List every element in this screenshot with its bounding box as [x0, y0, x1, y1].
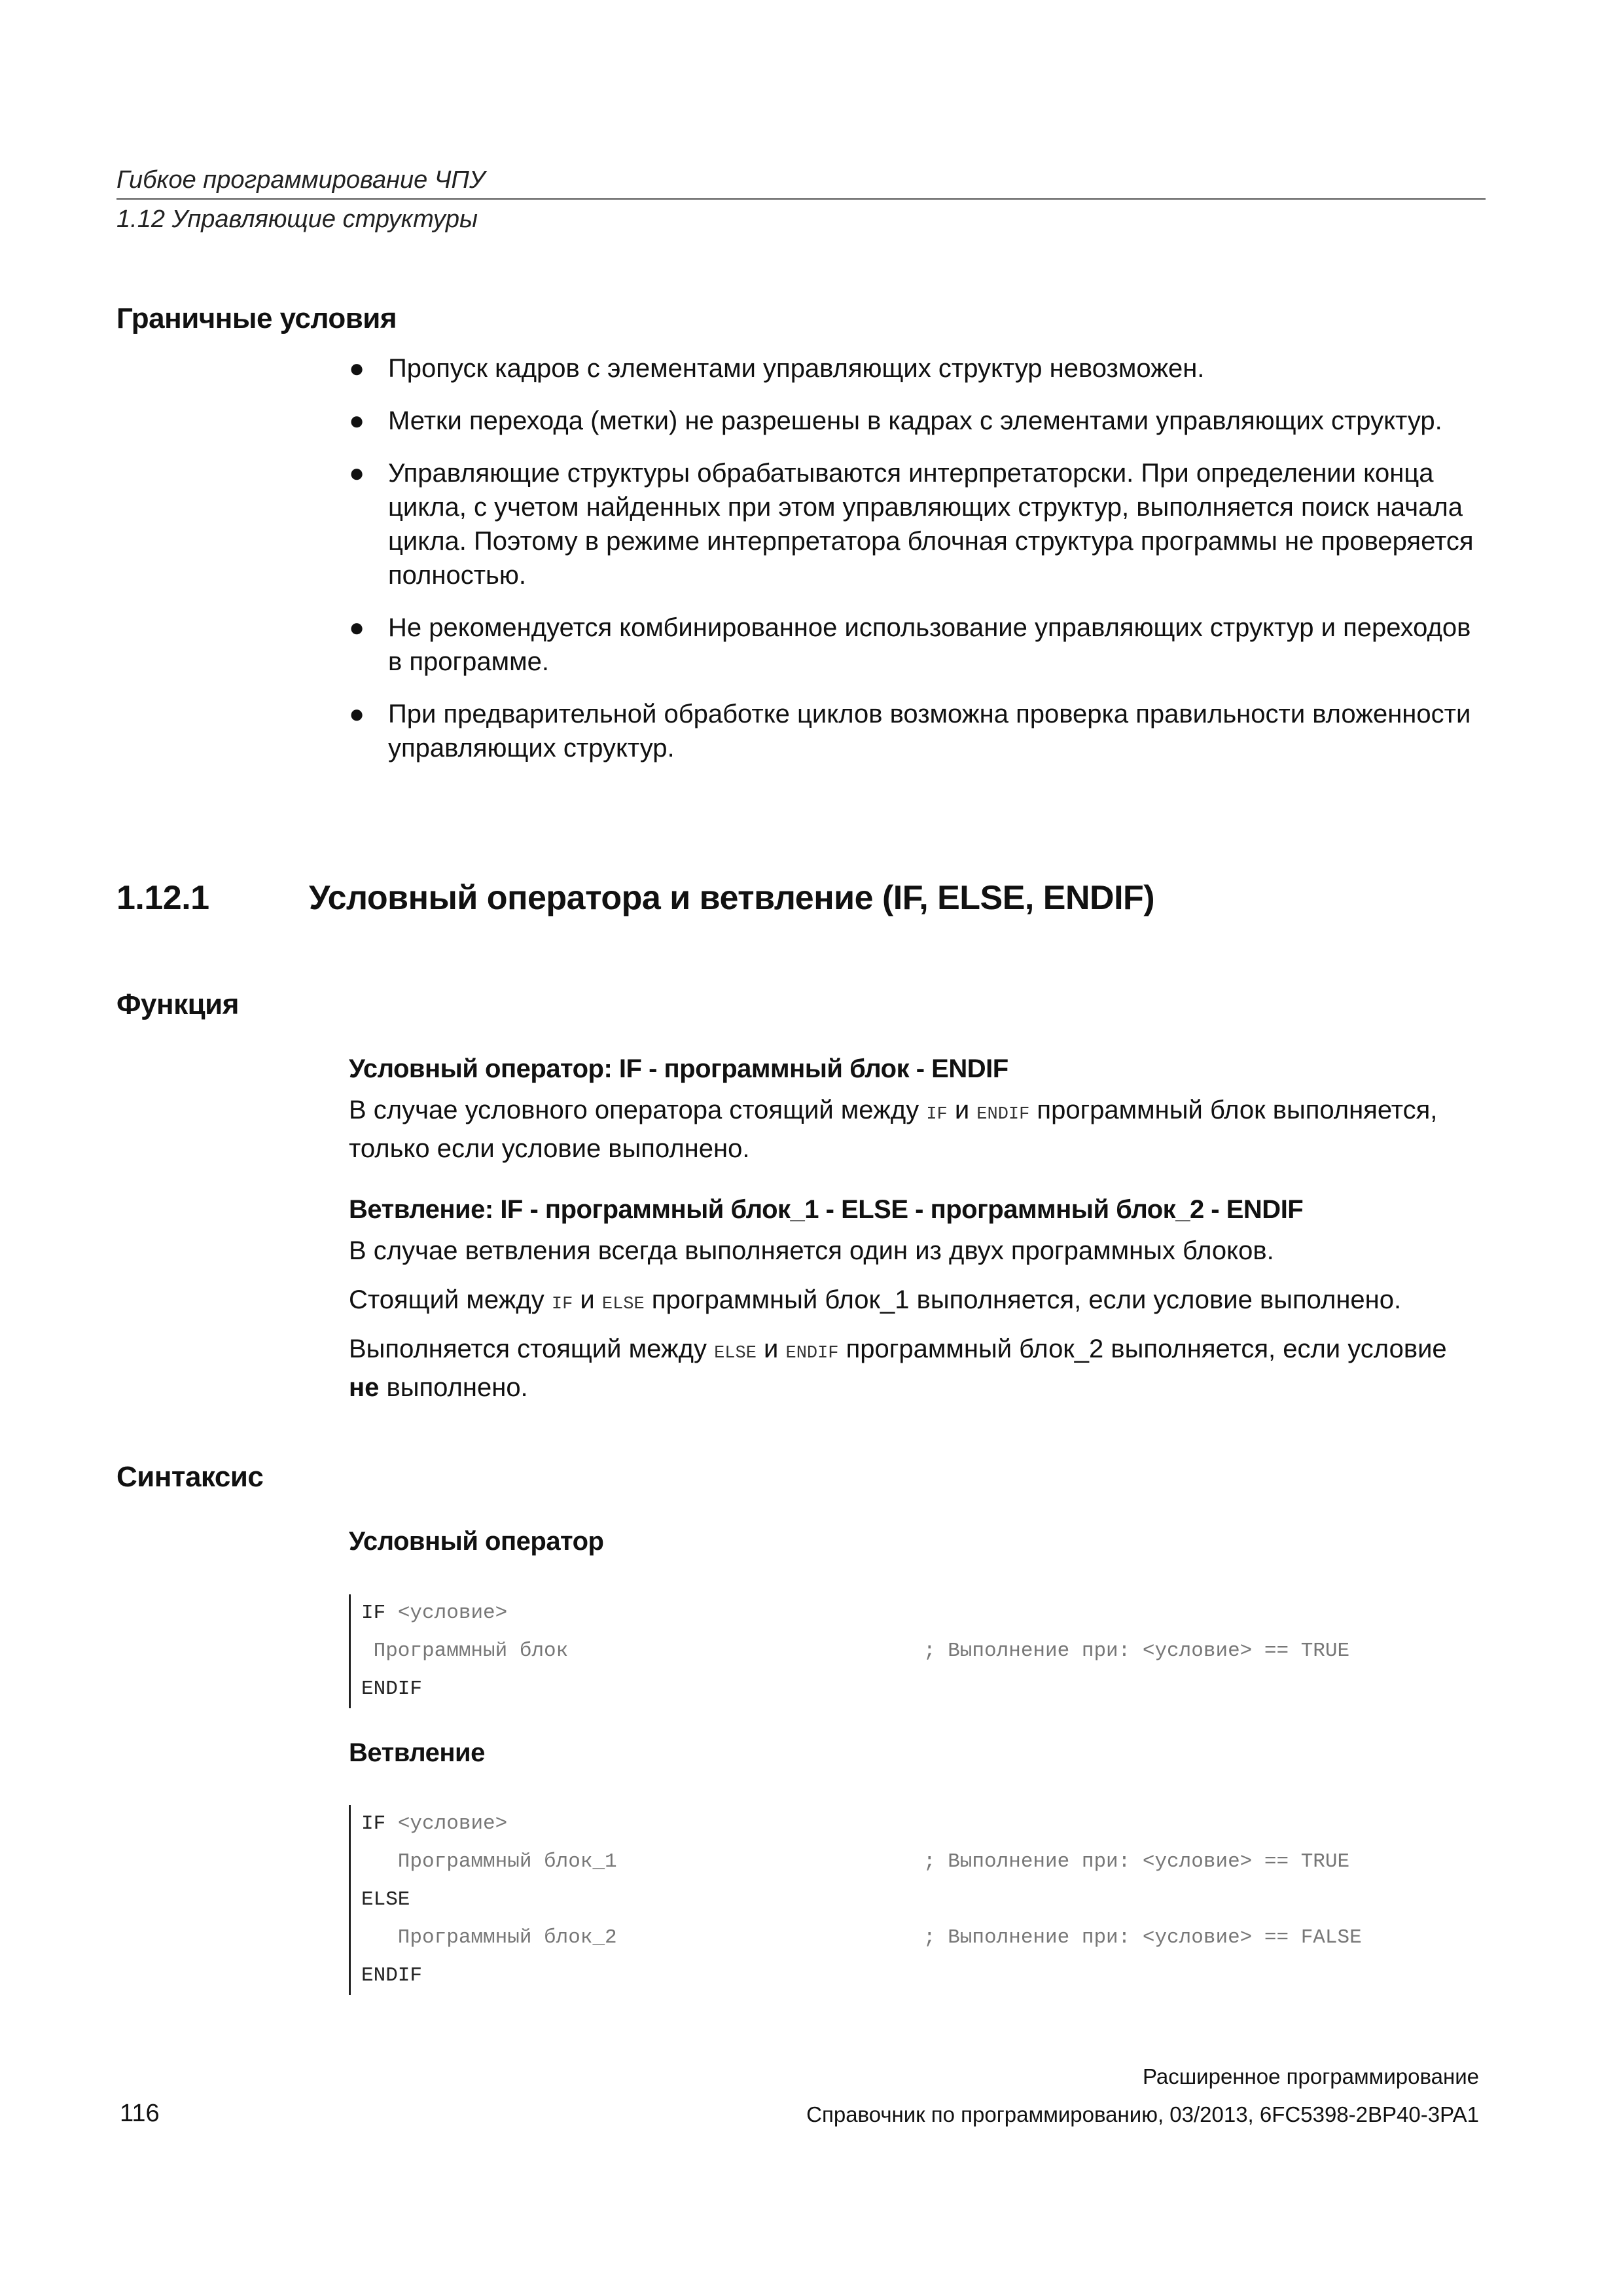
code-keyword: ENDIF [361, 1677, 423, 1700]
code-text: Программный блок_2 [361, 1926, 617, 1949]
bullet-item [349, 456, 1474, 592]
branching-description-1: В случае ветвления всегда выполняется один из двух программных блоков. [349, 1236, 1274, 1265]
code-keyword: IF [361, 1602, 386, 1624]
bullet-text: Управляющие структуры обрабатываются интерпретаторски. При определении конца цикла, с учетом найденных при этом управляющих структур, выполняется поиск начала цикла. Поэтому в режиме интерпретатора блочная структура программы не проверяется полностью. [388, 459, 1474, 590]
conditional-syntax-code-block [349, 1594, 1476, 1708]
code-line [351, 1594, 1476, 1632]
bullet-icon: ● [349, 613, 365, 642]
branching-description-2: Стоящий между IF и ELSE программный блок_1 выполняется, если условие выполнено. [349, 1285, 1402, 1314]
inline-code: ELSE [714, 1344, 757, 1363]
code-line [351, 1805, 1476, 1843]
bullet-text: Пропуск кадров с элементами управляющих структур невозможен. [388, 354, 1205, 383]
bullet-icon: ● [349, 459, 365, 488]
bullet-item [349, 611, 1474, 679]
bullet-text: Метки перехода (метки) не разрешены в кадрах с элементами управляющих структур. [388, 406, 1442, 435]
code-text: <условие> [385, 1812, 508, 1835]
code-text: <условие> [385, 1602, 508, 1624]
syntax-heading: Синтаксис [116, 1461, 264, 1493]
code-line [351, 1632, 1476, 1670]
code-statement [361, 1670, 422, 1708]
bullet-icon: ● [349, 406, 365, 435]
bullet-item [349, 404, 1474, 438]
header-divider [116, 198, 1486, 200]
code-statement [361, 1843, 617, 1881]
section-title: Условный оператора и ветвление (IF, ELSE, ENDIF) [309, 879, 1155, 917]
code-keyword: IF [361, 1812, 386, 1835]
branching-description-3: Выполняется стоящий между ELSE и ENDIF программный блок_2 выполняется, если условие не выполнено. [349, 1335, 1447, 1402]
code-line [351, 1843, 1476, 1881]
code-line [351, 1919, 1476, 1957]
page-number: 116 [120, 2100, 160, 2127]
code-line [351, 1670, 1476, 1708]
running-header-title: Гибкое программирование ЧПУ [116, 166, 486, 194]
code-keyword: ENDIF [361, 1964, 423, 1987]
bullet-icon: ● [349, 354, 365, 383]
code-comment: ; Выполнение при: <условие> == FALSE [923, 1926, 1362, 1949]
code-comment: ; Выполнение при: <условие> == TRUE [923, 1850, 1350, 1873]
footer-manual-title: Расширенное программирование [1142, 2064, 1479, 2089]
function-heading: Функция [116, 988, 239, 1020]
bullet-text: При предварительной обработке циклов возможна проверка правильности вложенности управляющих структур. [388, 700, 1471, 762]
branching-syntax-code-block [349, 1805, 1476, 1995]
code-text: Программный блок_1 [361, 1850, 617, 1873]
section-number: 1.12.1 [116, 879, 209, 917]
code-line [351, 1881, 1476, 1919]
branching-heading: Ветвление: IF - программный блок_1 - ELSE - программный блок_2 - ENDIF [349, 1195, 1304, 1224]
inline-code: ENDIF [785, 1344, 839, 1363]
bullet-item [349, 697, 1474, 765]
boundary-conditions-list [349, 351, 1474, 765]
inline-code: ENDIF [976, 1105, 1030, 1124]
code-keyword: ELSE [361, 1888, 410, 1911]
inline-code: ELSE [601, 1295, 645, 1314]
branching-syntax-heading: Ветвление [349, 1738, 485, 1767]
code-text: Программный блок [361, 1640, 569, 1662]
code-statement [361, 1632, 568, 1670]
code-statement [361, 1805, 507, 1843]
footer-reference: Справочник по программированию, 03/2013, 6FC5398-2BP40-3PA1 [806, 2102, 1479, 2126]
inline-code: IF [926, 1105, 948, 1124]
conditional-operator-heading: Условный оператор: IF - программный блок - ENDIF [349, 1054, 1008, 1083]
conditional-operator-description: В случае условного оператора стоящий между IF и ENDIF программный блок выполняется, только если условие выполнено. [349, 1096, 1438, 1163]
bullet-item [349, 351, 1474, 386]
code-statement [361, 1594, 507, 1632]
inline-code: IF [551, 1295, 573, 1314]
code-statement [361, 1957, 422, 1995]
conditional-syntax-heading: Условный оператор [349, 1527, 604, 1556]
boundary-conditions-heading: Граничные условия [116, 302, 397, 334]
code-statement [361, 1881, 410, 1919]
bullet-text: Не рекомендуется комбинированное использование управляющих структур и переходов в программе. [388, 613, 1471, 676]
bullet-icon: ● [349, 700, 365, 728]
code-comment: ; Выполнение при: <условие> == TRUE [923, 1640, 1350, 1662]
code-statement [361, 1919, 617, 1957]
code-line [351, 1957, 1476, 1995]
running-header-section: 1.12 Управляющие структуры [116, 206, 478, 233]
